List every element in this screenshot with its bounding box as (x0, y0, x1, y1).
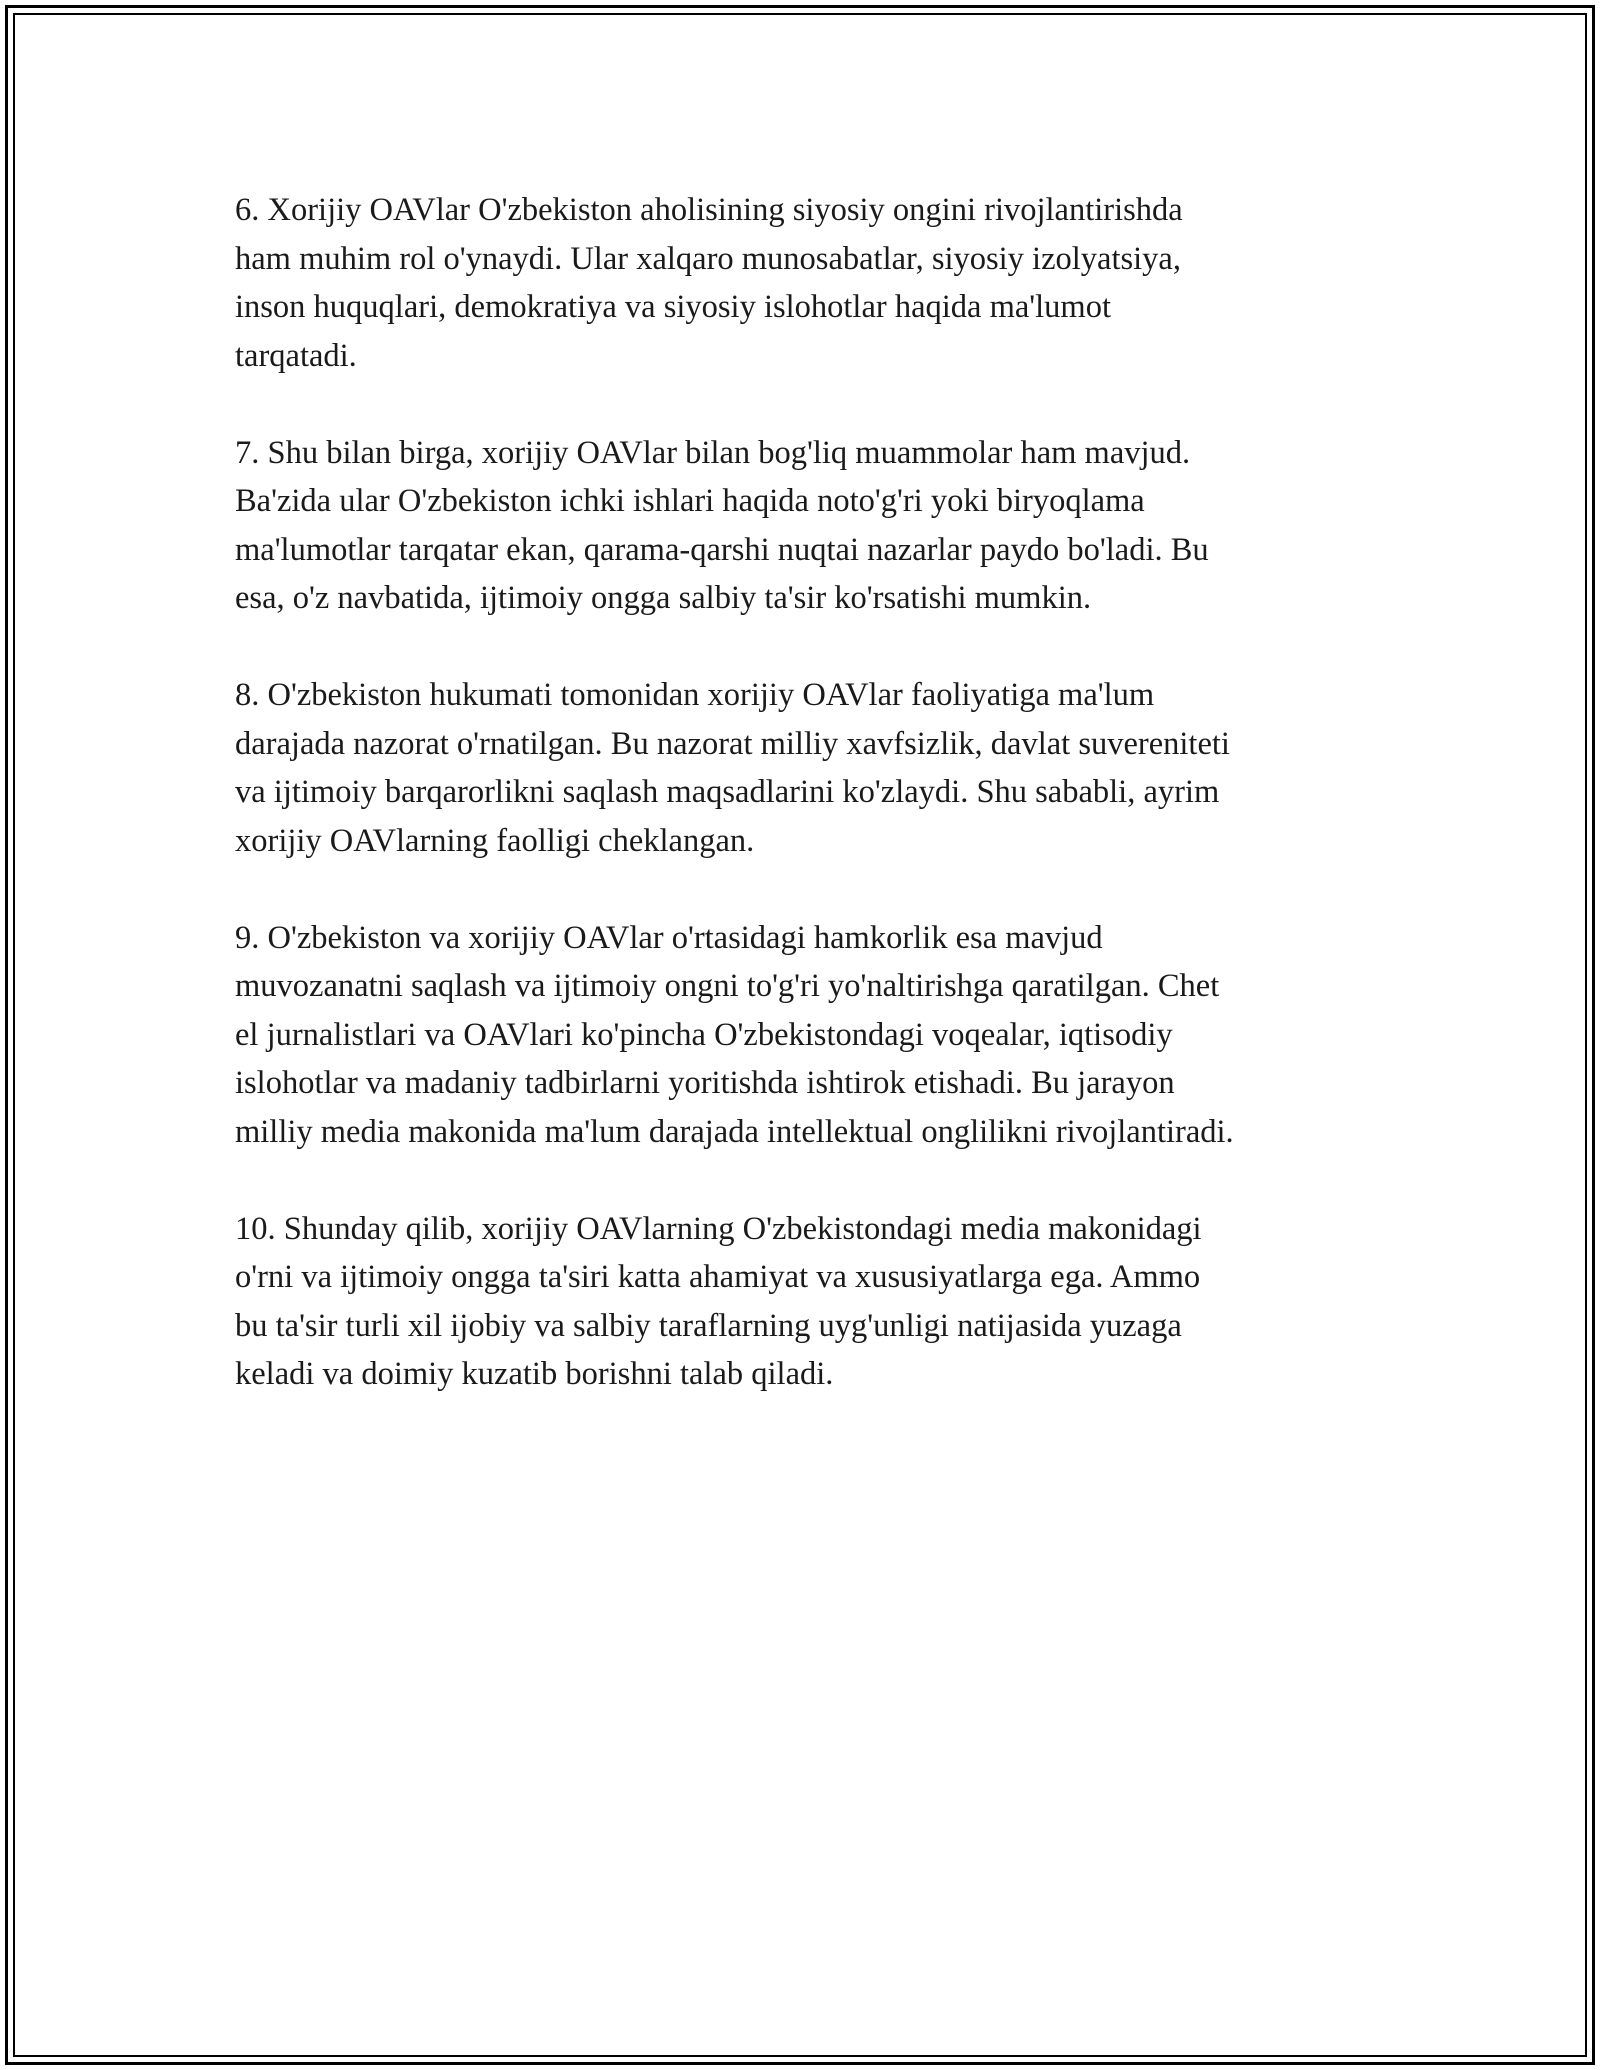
paragraph-8: 8. O'zbekiston hukumati tomonidan xorijiy OAVlar faoliyatiga ma'lum darajada nazorat o'rnatilgan. Bu nazorat milliy xavfsizlik, davlat suvereniteti va ijtimoiy barqarorlikni saqlash maqsadlarini ko'zlaydi. Shu sababli, ayrim xorijiy OAVlarning faolligi cheklangan. (235, 677, 1230, 859)
paragraph-9: 9. O'zbekiston va xorijiy OAVlar o'rtasidagi hamkorlik esa mavjud muvozanatni saqlash va ijtimoiy ongni to'g'ri yo'naltirishga qaratilgan. Chet el jurnalistlari va OAVlari ko'pincha O'zbekistondagi voqealar, iqtisodiy islohotlar va madaniy tadbirlarni yoritishda ishtirok etishadi. Bu jarayon milliy media makonida ma'lum darajada intellektual onglilikni rivojlantiradi. (235, 919, 1234, 1150)
document-body (235, 186, 1375, 1447)
paragraph-6: 6. Xorijiy OAVlar O'zbekiston aholisining siyosiy ongini rivojlantirishda ham muhim rol o'ynaydi. Ular xalqaro munosabatlar, siyosiy izolyatsiya, inson huquqlari, demokratiya va siyosiy islohotlar haqida ma'lumot tarqatadi. (235, 192, 1183, 374)
paragraph-10: 10. Shunday qilib, xorijiy OAVlarning O'zbekistondagi media makonidagi o'rni va ijtimoiy ongga ta'siri katta ahamiyat va xususiyatlarga ega. Ammo bu ta'sir turli xil ijobiy va salbiy taraflarning uyg'unligi natijasida yuzaga keladi va doimiy kuzatib borishni talab qiladi. (235, 1210, 1202, 1392)
paragraph-7: 7. Shu bilan birga, xorijiy OAVlar bilan bog'liq muammolar ham mavjud. Ba'zida ular O'zbekiston ichki ishlari haqida noto'g'ri yoki biryoqlama ma'lumotlar tarqatar ekan, qarama-qarshi nuqtai nazarlar paydo bo'ladi. Bu esa, o'z navbatida, ijtimoiy ongga salbiy ta'sir ko'rsatishi mumkin. (235, 434, 1209, 616)
